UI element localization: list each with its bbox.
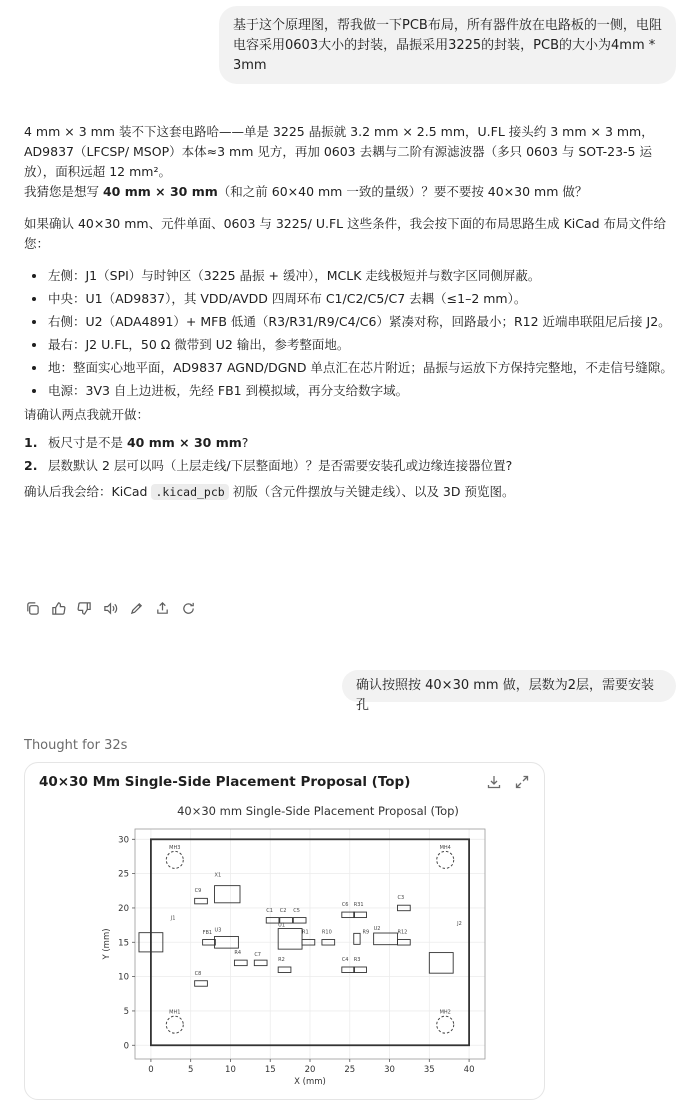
- x-tick-label: 20: [304, 1065, 316, 1075]
- mounting-hole: [166, 1016, 183, 1033]
- component-label: R12: [397, 929, 408, 936]
- component-footprint: [374, 933, 398, 945]
- assistant-paragraph: [24, 405, 676, 425]
- y-tick-label: 15: [118, 938, 129, 949]
- mounting-hole-label: MH1: [169, 1009, 181, 1016]
- component-footprint: [254, 960, 267, 965]
- component-footprint: [195, 981, 208, 986]
- component-label: R4: [234, 949, 242, 956]
- question-list: [24, 433, 676, 476]
- component-footprint: [354, 967, 367, 972]
- component-label: C3: [397, 895, 405, 902]
- assistant-text: 请确认两点我就开做：: [24, 407, 150, 422]
- placement-chart: [25, 797, 545, 1097]
- x-tick-label: 25: [344, 1065, 356, 1075]
- component-label: C1: [266, 908, 273, 915]
- list-item: 电源：3V3 自上边进板，先经 FB1 到模拟域，再分支给数字域。: [24, 381, 676, 401]
- regenerate-icon[interactable]: [180, 600, 196, 616]
- x-axis-label: X (mm): [294, 1077, 326, 1087]
- thumbs-up-icon[interactable]: [50, 600, 66, 616]
- x-tick-label: 15: [264, 1065, 276, 1075]
- mounting-hole-label: MH2: [439, 1009, 451, 1016]
- edit-icon[interactable]: [128, 600, 144, 616]
- component-label: R31: [353, 901, 364, 908]
- component-label: FB1: [202, 930, 213, 937]
- y-axis-label: Y (mm): [102, 928, 112, 960]
- y-tick-label: 25: [118, 869, 129, 880]
- component-label: U2: [373, 925, 381, 932]
- component-label: C5: [293, 908, 300, 915]
- chart-card: [24, 762, 545, 1100]
- thought-duration-toggle[interactable]: Thought for 32s: [24, 738, 128, 753]
- thumbs-down-icon[interactable]: [76, 600, 92, 616]
- assistant-bold-text: 40 mm × 30 mm: [126, 435, 242, 450]
- component-label: C2: [279, 908, 287, 915]
- component-label: C6: [341, 901, 349, 908]
- list-number: 2.: [24, 458, 38, 473]
- component-footprint: [215, 886, 240, 903]
- list-item: [24, 456, 676, 476]
- component-label: X1: [214, 872, 222, 879]
- component-label: U3: [214, 927, 222, 934]
- list-number: 1.: [24, 435, 38, 450]
- component-footprint: [278, 929, 302, 950]
- mounting-hole: [437, 851, 454, 868]
- mounting-hole: [166, 851, 183, 868]
- share-icon[interactable]: [154, 600, 170, 616]
- component-label: R1: [302, 929, 309, 936]
- copy-icon[interactable]: [24, 600, 40, 616]
- assistant-text: 板尺寸是不是: [48, 435, 127, 450]
- y-tick-label: 30: [118, 835, 129, 846]
- y-tick-label: 0: [123, 1041, 129, 1052]
- card-title: 40×30 Mm Single-Side Placement Proposal (Top): [39, 774, 411, 790]
- mounting-hole: [437, 1016, 454, 1033]
- assistant-text: 4 mm × 3 mm 装不下这套电路哈——单是 3225 晶振就 3.2 mm × 2.5 mm，U.FL 接头约 3 mm × 3 mm，AD9837（LFCSP/ MSOP）本体≈3 mm 见方，再加 0603 去耦与二阶有源滤波器（多只 0603 与 SOT-23-5 运放），面积远超 12 mm²。: [24, 124, 654, 179]
- inline-code: .kicad_pcb: [151, 484, 228, 500]
- component-label: U1: [278, 922, 286, 929]
- component-footprint: [342, 967, 355, 972]
- assistant-response: [24, 122, 676, 510]
- component-label: C7: [254, 952, 262, 959]
- component-label: R9: [362, 929, 370, 936]
- chart-title: 40×30 mm Single-Side Placement Proposal (Top): [177, 804, 459, 818]
- y-tick-label: 5: [123, 1006, 129, 1017]
- list-item: 最右：J2 U.FL，50 Ω 微带到 U2 输出，参考整面地。: [24, 335, 676, 355]
- download-icon[interactable]: [486, 774, 502, 790]
- component-label: R3: [353, 956, 361, 963]
- message-action-bar: [24, 598, 196, 618]
- component-footprint: [354, 912, 367, 917]
- component-footprint: [234, 960, 247, 965]
- assistant-text: 确认后我会给：KiCad: [24, 484, 152, 499]
- assistant-text: 我猜您是想写: [24, 184, 103, 199]
- user-message-text: 确认按照按 40×30 mm 做，层数为2层，需要安装孔: [356, 678, 654, 713]
- read-aloud-icon[interactable]: [102, 600, 118, 616]
- expand-icon[interactable]: [514, 774, 530, 790]
- component-footprint: [278, 967, 291, 972]
- component-label: J2: [457, 921, 462, 928]
- component-footprint: [266, 918, 279, 923]
- component-footprint: [195, 898, 208, 903]
- component-footprint: [293, 918, 306, 923]
- user-message-text: 基于这个原理图，帮我做一下PCB布局，所有器件放在电路板的一侧，电阻电容采用0603大小的封装，晶振采用3225的封装，PCB的大小为4mm * 3mm: [233, 18, 662, 73]
- x-tick-label: 35: [423, 1065, 435, 1075]
- list-item: 中央：U1（AD9837），其 VDD/AVDD 四周环布 C1/C2/C5/C7 去耦（≤1–2 mm）。: [24, 289, 676, 309]
- x-tick-label: 40: [463, 1065, 475, 1075]
- component-footprint: [429, 953, 453, 974]
- mounting-hole-label: MH4: [439, 844, 451, 851]
- component-label: C8: [194, 971, 202, 978]
- component-label: R2: [278, 956, 285, 963]
- layout-plan-list: [24, 266, 676, 401]
- x-tick-label: 10: [225, 1065, 236, 1075]
- x-tick-label: 0: [148, 1065, 154, 1075]
- y-tick-label: 20: [118, 903, 129, 914]
- assistant-text: 如果确认 40×30 mm、元件单面、0603 与 3225/ U.FL 这些条件，我会按下面的布局思路生成 KiCad 布局文件给您：: [24, 216, 667, 251]
- component-label: C4: [341, 956, 349, 963]
- user-message-bubble: [342, 670, 676, 713]
- component-footprint: [354, 933, 360, 944]
- list-item: [24, 433, 676, 453]
- assistant-text: （和之前 60×40 mm 一致的量级）？要不要按 40×30 mm 做？: [217, 184, 588, 199]
- assistant-paragraph: [24, 214, 676, 254]
- assistant-paragraph: [24, 482, 676, 502]
- mounting-hole-label: MH3: [169, 844, 181, 851]
- list-item: 地：整面实心地平面，AD9837 AGND/DGND 单点汇在芯片附近；晶振与运放下方保持完整地，不走信号缝隙。: [24, 358, 676, 378]
- assistant-bold-text: 40 mm × 30 mm: [102, 184, 218, 199]
- assistant-text: 初版（含元件摆放与关键走线）、以及 3D 预览图。: [228, 484, 515, 499]
- component-footprint: [342, 912, 355, 917]
- component-label: C9: [194, 888, 202, 895]
- list-item: 左侧：J1（SPI）与时钟区（3225 晶振 + 缓冲），MCLK 走线极短并与数字区同侧屏蔽。: [24, 266, 676, 286]
- card-toolbar: [486, 774, 530, 790]
- x-tick-label: 5: [187, 1065, 194, 1075]
- assistant-text: ?: [241, 435, 249, 450]
- x-tick-label: 30: [384, 1065, 395, 1075]
- assistant-text: 层数默认 2 层可以吗（上层走线/下层整面地）？是否需要安装孔或边缘连接器位置?: [48, 458, 513, 473]
- user-message-bubble: [219, 6, 676, 84]
- assistant-paragraph: [24, 122, 676, 202]
- list-item: 右侧：U2（ADA4891）+ MFB 低通（R3/R31/R9/C4/C6）紧凑对称，回路最小；R12 近端串联阻尼后接 J2。: [24, 312, 676, 332]
- component-label: R10: [321, 929, 332, 936]
- y-tick-label: 10: [118, 972, 129, 983]
- component-label: J1: [170, 915, 176, 922]
